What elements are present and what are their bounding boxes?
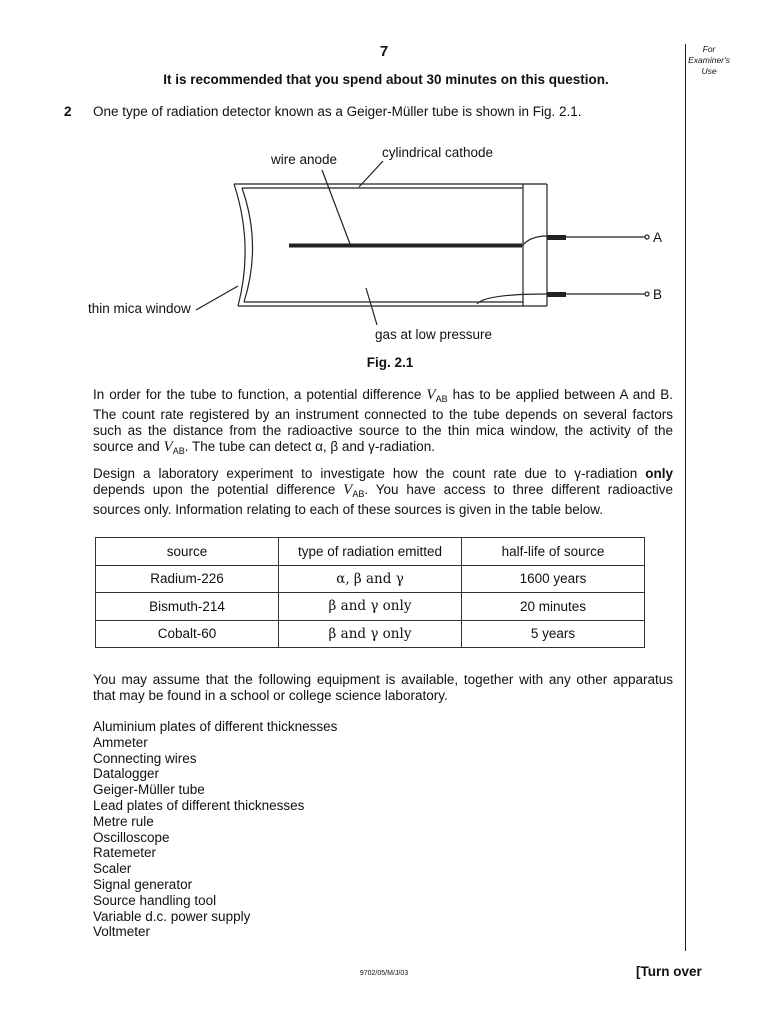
- cell-source: Radium-226: [96, 565, 279, 593]
- header-radiation-type: type of radiation emitted: [279, 538, 462, 566]
- terminal-b-circle: [645, 292, 649, 296]
- subscript-ab: AB: [172, 446, 185, 456]
- label-thin-mica-window: thin mica window: [88, 301, 191, 316]
- turn-over-label: [Turn over: [636, 964, 702, 979]
- terminal-pin-b: [547, 292, 566, 297]
- table-row: [96, 593, 645, 621]
- question-intro: One type of radiation detector known as a Geiger-Müller tube is shown in Fig. 2.1.: [93, 104, 582, 119]
- list-item: Voltmeter: [93, 924, 151, 940]
- emphasis-only: only: [645, 466, 673, 481]
- label-cylindrical-cathode: cylindrical cathode: [382, 145, 494, 160]
- list-item: Datalogger: [93, 766, 160, 782]
- cell-half-life: 20 minutes: [462, 593, 645, 621]
- list-item: Variable d.c. power supply: [93, 908, 251, 924]
- page-number: 7: [379, 43, 389, 60]
- cell-half-life: 1600 years: [462, 565, 645, 593]
- geiger-muller-tube-diagram: [0, 0, 768, 380]
- cell-radiation: β and γ only: [279, 593, 462, 621]
- text-run: Design a laboratory experiment to investigate how the count rate due to γ-radiation: [93, 466, 646, 481]
- text-run: has to be applied between A and B. The count rate registered by an instrument connected to the tube depends on several factors such as the distance from the radioactive source to the thin mica window, the activity of the source and: [93, 387, 673, 454]
- mica-window-inner: [242, 188, 253, 302]
- paragraph-equipment-intro: You may assume that the following equipment is available, together with any other apparatus that may be found in a school or college science laboratory.: [93, 672, 673, 703]
- list-item: Signal generator: [93, 876, 193, 892]
- cell-source: Bismuth-214: [96, 593, 279, 621]
- examiner-label-line: For: [702, 44, 716, 54]
- cell-radiation: β and γ only: [279, 620, 462, 648]
- cell-source: Cobalt-60: [96, 620, 279, 648]
- label-terminal-b: B: [653, 287, 663, 302]
- list-item: Source handling tool: [93, 892, 217, 908]
- list-item: Ratemeter: [93, 845, 157, 861]
- wire-anode: [289, 244, 522, 248]
- mica-window-pointer: [196, 286, 238, 310]
- list-item: Lead plates of different thicknesses: [93, 797, 305, 813]
- header-source: source: [96, 538, 279, 566]
- cell-half-life: 5 years: [462, 620, 645, 648]
- list-item: Aluminium plates of different thicknesses: [93, 719, 338, 734]
- label-terminal-a: A: [653, 230, 663, 245]
- table-row: [96, 565, 645, 593]
- subscript-ab: AB: [435, 394, 448, 404]
- header-half-life: half-life of source: [462, 538, 645, 566]
- cathode-pointer: [359, 161, 383, 187]
- sources-table: [95, 537, 645, 648]
- wire-anode-pointer: [322, 170, 350, 244]
- cell-radiation: α, β and γ: [279, 565, 462, 593]
- text-run: In order for the tube to function, a potential difference: [93, 387, 427, 402]
- equipment-list: [93, 719, 337, 940]
- figure-caption: Fig. 2.1: [366, 355, 414, 370]
- list-item: Oscilloscope: [93, 829, 170, 845]
- examiner-label-line: Use: [701, 66, 717, 76]
- anode-connection: [522, 236, 547, 246]
- terminal-a-circle: [645, 235, 649, 239]
- table-header-row: [96, 538, 645, 566]
- list-item: Scaler: [93, 861, 132, 877]
- symbol-v: V: [343, 482, 353, 498]
- label-gas-at-low-pressure: gas at low pressure: [375, 327, 493, 342]
- symbol-v: V: [163, 439, 173, 455]
- examiner-label-line: Examiner's: [688, 55, 730, 65]
- paragraph-function: [93, 387, 673, 459]
- list-item: Ammeter: [93, 734, 148, 750]
- symbol-v: V: [426, 387, 436, 403]
- text-run: . The tube can detect α, β and γ-radiation.: [184, 439, 435, 454]
- subscript-ab: AB: [352, 489, 365, 499]
- list-item: Metre rule: [93, 813, 154, 829]
- label-wire-anode: wire anode: [271, 152, 338, 167]
- text-run: depends upon the potential difference: [93, 482, 344, 497]
- terminal-pin-a: [547, 235, 566, 240]
- list-item: Connecting wires: [93, 750, 197, 766]
- list-item: Geiger-Müller tube: [93, 782, 205, 798]
- table-row: [96, 620, 645, 648]
- paragraph-design: [93, 466, 673, 518]
- time-recommendation: It is recommended that you spend about 30 minutes on this question.: [163, 72, 609, 87]
- question-number: 2: [64, 104, 72, 119]
- text-run: . You have access to three different radioactive sources only. Information relating to each of these sources is given in the table below.: [93, 482, 673, 517]
- paper-code: 9702/05/M/J/03: [359, 970, 409, 977]
